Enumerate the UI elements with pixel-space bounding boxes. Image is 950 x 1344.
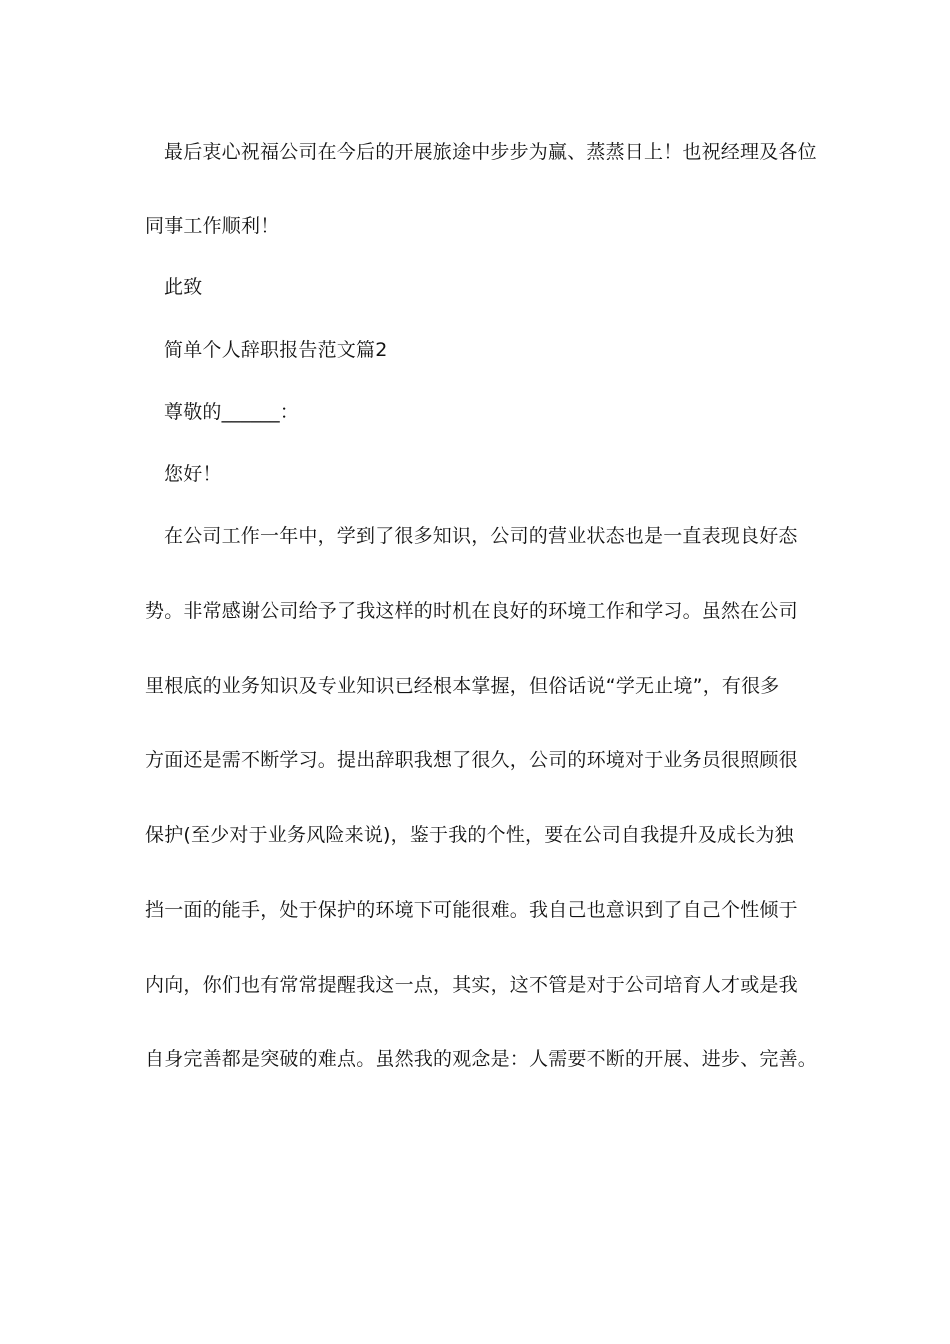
paragraph-closing-wish-line-1: 最后衷心祝福公司在今后的开展旅途中步步为赢、蒸蒸日上！也祝经理及各位: [164, 141, 817, 163]
paragraph-closing-wish-line-2: 同事工作顺利！: [145, 215, 280, 237]
section-title: 简单个人辞职报告范文篇2: [164, 339, 388, 361]
body-line-7: 内向，你们也有常常提醒我这一点，其实，这不管是对于公司培育人才或是我: [145, 974, 798, 996]
greeting-hello: 您好！: [164, 463, 222, 485]
body-line-6: 挡一面的能手，处于保护的环境下可能很难。我自己也意识到了自己个性倾于: [145, 899, 798, 921]
body-line-8: 自身完善都是突破的难点。虽然我的观念是：人需要不断的开展、进步、完善。: [145, 1048, 818, 1070]
body-line-2: 势。非常感谢公司给予了我这样的时机在良好的环境工作和学习。虽然在公司: [145, 600, 798, 622]
salutation-closing: 此致: [164, 276, 203, 298]
body-line-1: 在公司工作一年中，学到了很多知识，公司的营业状态也是一直表现良好态: [164, 525, 798, 547]
body-line-3: 里根底的业务知识及专业知识已经根本掌握，但俗话说“学无止境”，有很多: [145, 675, 780, 697]
body-line-4: 方面还是需不断学习。提出辞职我想了很久，公司的环境对于业务员很照顾很: [145, 749, 798, 771]
greeting-recipient: 尊敬的______：: [164, 401, 300, 423]
body-line-5: 保护(至少对于业务风险来说)，鉴于我的个性，要在公司自我提升及成长为独: [145, 824, 794, 846]
